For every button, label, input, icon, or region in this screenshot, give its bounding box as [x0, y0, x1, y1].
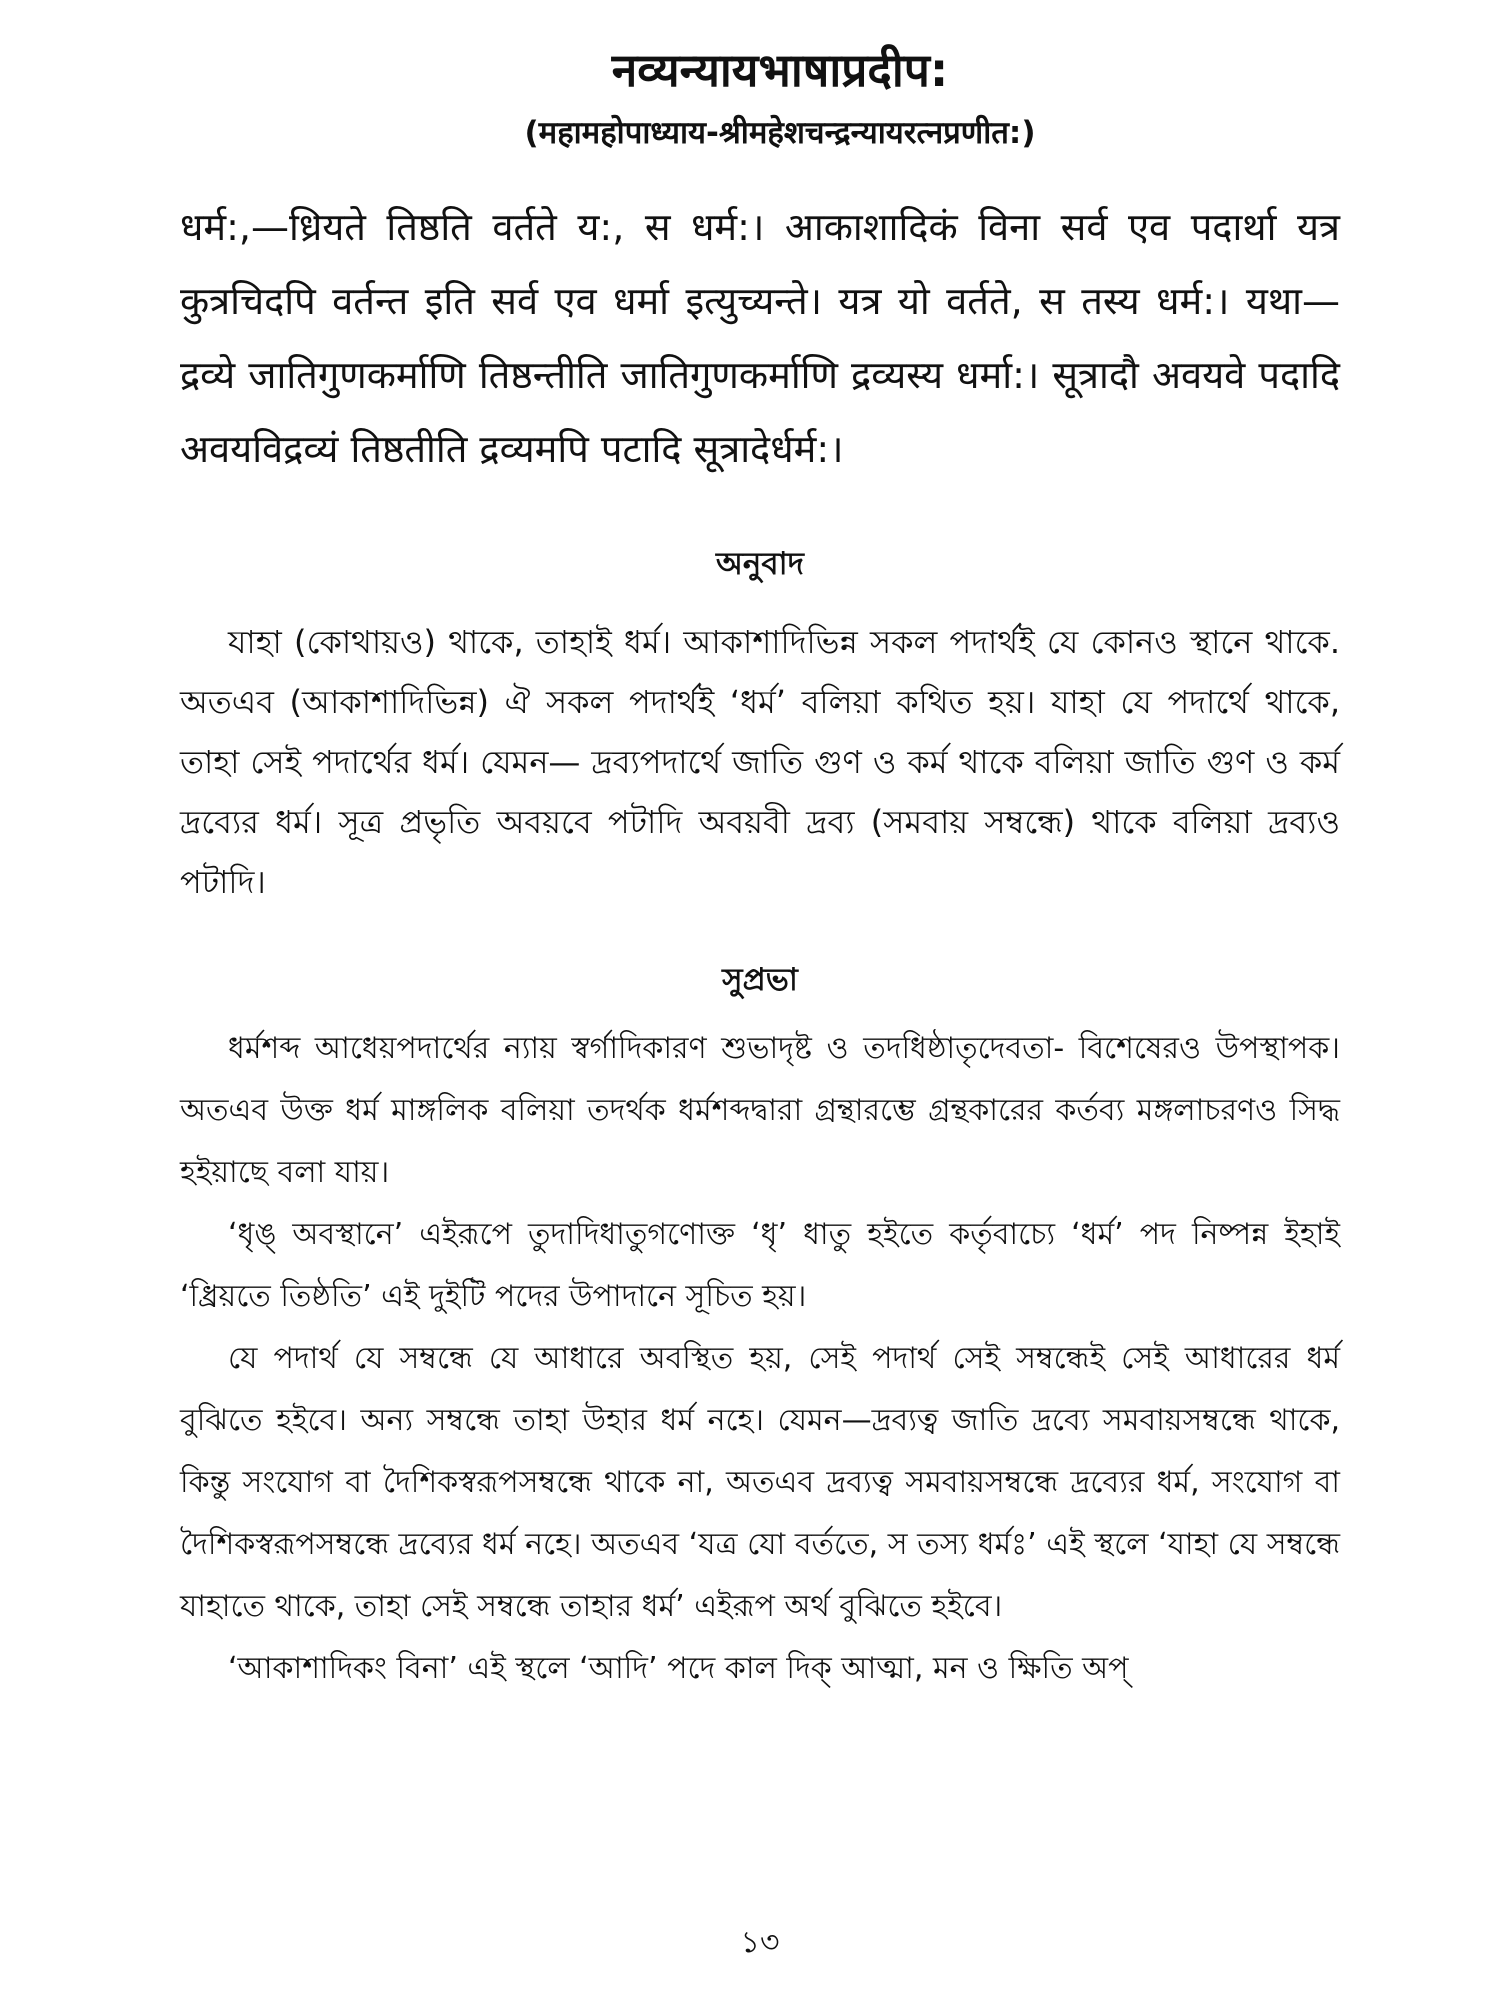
book-page: [180, 40, 1340, 1960]
anubad-paragraph: যাহা (কোথায়ও) থাকে, তাহাই ধর্ম। আকাশাদিভিন্ন সকল পদার্থই যে কোনও স্থানে থাকে. অতএব (আকাশাদিভিন্ন) ঐ সকল পদার্থই ‘ধর্ম’ বলিয়া কথিত হয়। যাহা যে পদার্থে থাকে, তাহা সেই পদার্থের ধর্ম। যেমন— দ্রব্যপদার্থে জাতি গুণ ও কর্ম থাকে বলিয়া জাতি গুণ ও কর্ম দ্রব্যের ধর্ম। সূত্র প্রভৃতি অবয়বে পটাদি অবয়বী দ্রব্য (সমবায় সম্বন্ধে) থাকে বলিয়া দ্রব্যও পটাদি।: [180, 623, 1340, 901]
suprabha-paragraph-1: ধর্মশব্দ আধেয়পদার্থের ন্যায় স্বর্গাদিকারণ শুভাদৃষ্ট ও তদধিষ্ঠাতৃদেবতা- বিশেষেরও উপস্থাপক। অতএব উক্ত ধর্ম মাঙ্গলিক বলিয়া তদর্থক ধর্মশব্দদ্বারা গ্রন্থারম্ভে গ্রন্থকারের কর্তব্য মঙ্গলাচরণও সিদ্ধ হইয়াছে বলা যায়।: [180, 1031, 1340, 1190]
suprabha-paragraph-3: যে পদার্থ যে সম্বন্ধে যে আধারে অবস্থিত হয়, সেই পদার্থ সেই সম্বন্ধেই সেই আধারের ধর্ম বুঝিতে হইবে। অন্য সম্বন্ধে তাহা উহার ধর্ম নহে। যেমন—দ্রব্যত্ব জাতি দ্রব্যে সমবায়সম্বন্ধে থাকে, কিন্তু সংযোগ বা দৈশিকস্বরূপসম্বন্ধে থাকে না, অতএব দ্রব্যত্ব সমবায়সম্বন্ধে দ্রব্যের ধর্ম, সংযোগ বা দৈশিকস্বরূপসম্বন্ধে দ্রব্যের ধর্ম নহে। অতএব ‘যত্র যো বর্ততে, স তস্য ধর্মঃ’ এই স্থলে ‘যাহা যে সম্বন্ধে যাহাতে থাকে, তাহা সেই সম্বন্ধে তাহার ধর্ম’ এইরূপ অর্থ বুঝিতে হইবে।: [180, 1341, 1340, 1624]
author-attribution: (महामहोपाध्याय-श्रीमहेशचन्द्रन्यायरत्नप्रणीत:): [524, 115, 1036, 151]
suprabha-paragraph-2: ‘ধৃঙ্ অবস্থানে’ এইরূপে তুদাদিধাতুগণোক্ত ‘ধৃ’ ধাতু হইতে কর্তৃবাচ্যে ‘ধর্ম’ পদ নিষ্পন্ন ইহাই ‘ধ্রিয়তে তিষ্ঠতি’ এই দুইটি পদের উপাদানে সূচিত হয়।: [180, 1217, 1340, 1314]
sanskrit-sutra-text: धर्म:,—ध्रियते तिष्ठति वर्तते य:, स धर्म:। आकाशादिकं विना सर्व एव पदार्था यत्र कुत्रचिदपि वर्तन्त इति सर्व एव धर्मा इत्युच्यन्ते। यत्र यो वर्तते, स तस्य धर्म:। यथा— द्रव्ये जातिगुणकर्माणि तिष्ठन्तीति जातिगुणकर्माणि द्रव्यस्य धर्मा:। सूत्रादौ अवयवे पदादि अवयविद्रव्यं तिष्ठतीति द्रव्यमपि पटादि सूत्रादेर्धर्म:।: [180, 205, 1340, 471]
anubad-heading: অনুবাদ: [716, 546, 804, 582]
suprabha-heading: সুপ্রভা: [722, 962, 798, 998]
page-number: ১৩: [740, 1925, 780, 1960]
book-title: नव्यन्यायभाषाप्रदीप:: [611, 43, 949, 97]
suprabha-paragraph-4: ‘আকাশাদিকং বিনা’ এই স্থলে ‘আদি’ পদে কাল দিক্ আত্মা, মন ও ক্ষিতি অপ্: [228, 1651, 1129, 1686]
